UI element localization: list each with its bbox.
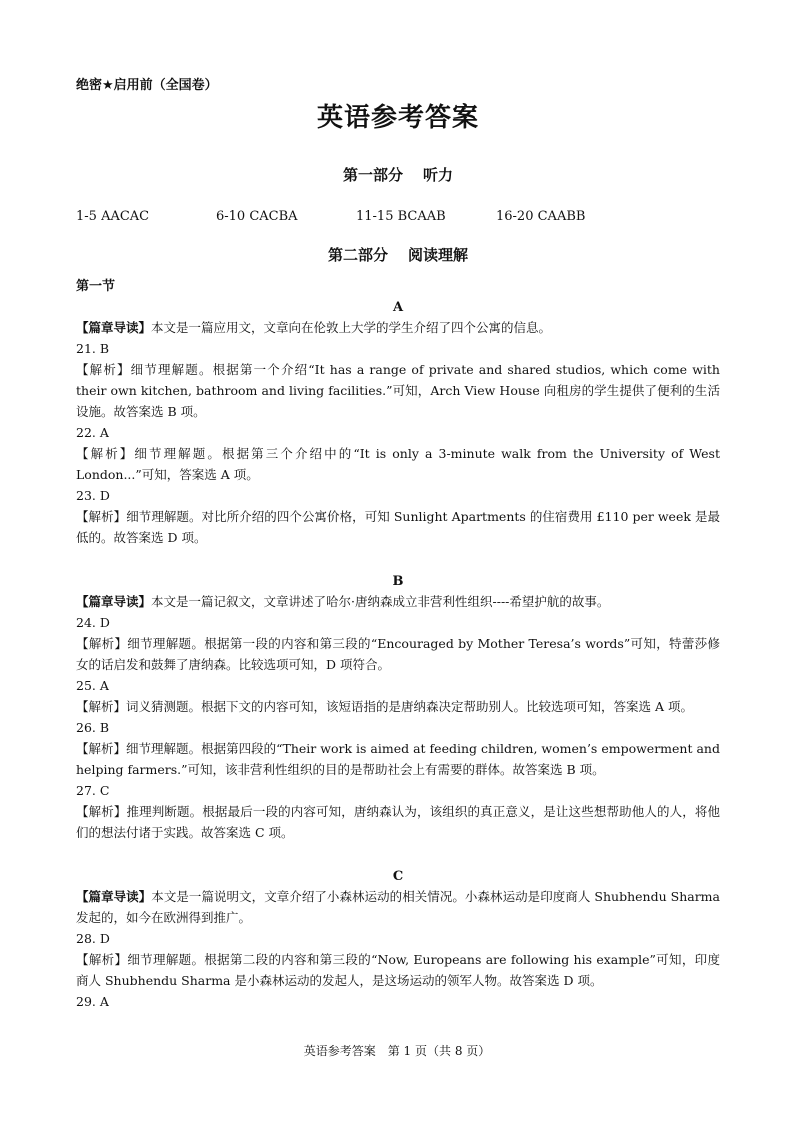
part1-name: 听力 [423, 166, 454, 184]
question-number: 27. C [76, 783, 110, 798]
listening-answers [76, 209, 720, 224]
explanation-text: 推理判断题。根据最后一段的内容可知，唐纳森认为，该组织的真正意义，是让这些想帮助他人的人，将他们的想法付诸于实践。故答案选 C 项。 [76, 804, 720, 840]
page-footer: 英语参考答案 第 1 页（共 8 页） [303, 1044, 491, 1058]
part1-label: 第一部分 [342, 166, 403, 184]
explanation-tag: 【解析】 [76, 362, 131, 377]
explanation-text: 细节理解题。根据第二段的内容和第三段的“Now, Europeans are following his example”可知，印度商人 Shubhendu Sharma 是小森林运动的发起人，是这场运动的领军人物。故答案选 D 项。 [76, 952, 720, 988]
guide-tag: 【篇章导读】 [76, 594, 152, 609]
passage-a-letter: A [392, 300, 404, 315]
part2-name: 阅读理解 [408, 246, 469, 264]
section-label: 第一节 [76, 279, 116, 294]
secret-label: 绝密★启用前（全国卷） [76, 78, 218, 93]
answer-group: 6-10 CACBA [216, 209, 298, 224]
explanation [76, 738, 720, 780]
explanation-tag: 【解析】 [76, 741, 127, 756]
explanation-text: 细节理解题。根据第四段的“Their work is aimed at feeding children, women’s empowerment and helping farmers.”可知，该非营利性组织的目的是帮助社会上有需要的群体。故答案选 B 项。 [76, 741, 720, 777]
passage-c-guide [76, 886, 720, 928]
guide-tag: 【篇章导读】 [76, 889, 152, 904]
explanation-text: 细节理解题。对比所介绍的四个公寓价格，可知 Sunlight Apartments 的住宿费用 £110 per week 是最低的。故答案选 D 项。 [76, 509, 720, 545]
explanation-tag: 【解析】 [76, 804, 127, 819]
part1-heading [76, 164, 720, 185]
explanation [76, 506, 720, 548]
explanation-text: 细节理解题。根据第一个介绍“It has a range of private and shared studios, which come with their own kitchen, bathroom and living facilities.”可知，Arch View House 向租房的学生提供了便利的生活设施。故答案选 B 项。 [76, 362, 720, 419]
question-number: 22. A [76, 425, 109, 440]
passage-a-guide [76, 317, 720, 338]
explanation [76, 359, 720, 422]
explanation-tag: 【解析】 [76, 699, 127, 714]
answer-sheet-page [76, 74, 720, 1012]
part2-heading [76, 244, 720, 265]
question-number: 26. B [76, 720, 110, 735]
answer-group: 11-15 BCAAB [356, 209, 446, 224]
question-number: 28. D [76, 931, 110, 946]
page-title: 英语参考答案 [316, 103, 479, 133]
explanation-text: 细节理解题。根据第一段的内容和第三段的“Encouraged by Mother Teresa’s words”可知，特蕾莎修女的话启发和鼓舞了唐纳森。比较选项可知，D 项符合。 [76, 636, 720, 672]
question-number: 25. A [76, 678, 109, 693]
explanation [76, 633, 720, 675]
explanation-tag: 【解析】 [76, 952, 128, 967]
explanation-text: 细节理解题。根据第三个介绍中的“It is only a 3-minute walk from the University of West London...”可知，答案选 A 项。 [76, 446, 720, 482]
spacer [76, 548, 720, 562]
explanation [76, 949, 720, 991]
spacer [76, 843, 720, 857]
passage-b-guide [76, 591, 720, 612]
passage-c-letter: C [392, 869, 404, 884]
question-number: 23. D [76, 488, 110, 503]
explanation-tag: 【解析】 [76, 446, 135, 461]
guide-text: 本文是一篇说明文，文章介绍了小森林运动的相关情况。小森林运动是印度商人 Shubhendu Sharma 发起的，如今在欧洲得到推广。 [76, 889, 720, 925]
guide-text: 本文是一篇记叙文，文章讲述了哈尔·唐纳森成立非营利性组织----希望护航的故事。 [151, 594, 610, 609]
passage-b-letter: B [392, 574, 404, 589]
guide-tag: 【篇章导读】 [76, 320, 152, 335]
explanation-text: 词义猜测题。根据下文的内容可知，该短语指的是唐纳森决定帮助别人。比较选项可知，答案选 A 项。 [126, 699, 693, 714]
explanation-tag: 【解析】 [76, 636, 128, 651]
question-number: 29. A [76, 994, 109, 1009]
answer-group: 1-5 AACAC [76, 209, 150, 224]
explanation [76, 801, 720, 843]
answer-group: 16-20 CAABB [496, 209, 586, 224]
question-number: 21. B [76, 341, 110, 356]
guide-text: 本文是一篇应用文，文章向在伦敦上大学的学生介绍了四个公寓的信息。 [151, 320, 552, 335]
explanation-tag: 【解析】 [76, 509, 127, 524]
part2-label: 第二部分 [327, 246, 388, 264]
explanation [76, 696, 720, 717]
explanation [76, 443, 720, 485]
question-number: 24. D [76, 615, 110, 630]
